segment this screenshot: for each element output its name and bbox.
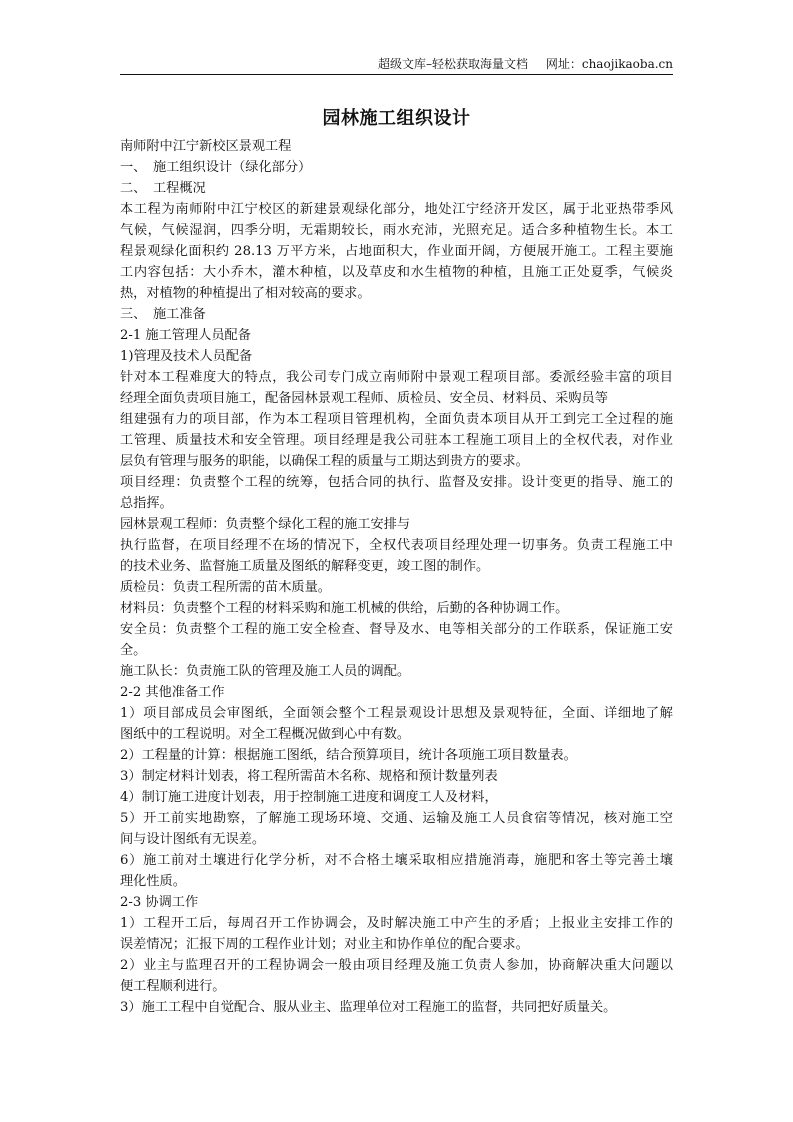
text-line: 1）工程开工后，每周召开工作协调会，及时解决施工中产生的矛盾；上报业主安排工作的 (120, 916, 673, 931)
text-line: 4）制订施工进度计划表，用于控制施工进度和调度工人及材料， (120, 790, 498, 805)
text-line: 施工队长：负责施工队的管理及施工人员的调配。 (120, 664, 411, 679)
text-line: 气候，气候湿润，四季分明，无霜期较长，雨水充沛，光照充足。适合多种植物生长。本工 (120, 223, 673, 238)
text-line: 2）业主与监理召开的工程协调会一般由项目经理及施工负责人参加，协商解决重大问题以 (120, 958, 673, 973)
page-header (120, 56, 673, 75)
text-line: 理化性质。 (120, 874, 186, 889)
text-line: 安全员：负责整个工程的施工安全检查、督导及水、电等相关部分的工作联系，保证施工安 (120, 622, 673, 637)
text-line: 三、 施工准备 (120, 307, 206, 322)
document-body (120, 136, 673, 1018)
text-line: 2-3 协调工作 (120, 895, 199, 910)
site-name: 超级文库–轻松获取海量文档 (378, 57, 529, 71)
text-line: 图纸中的工程说明。对全工程概况做到心中有数。 (120, 727, 411, 742)
text-line: 2-2 其他准备工作 (120, 685, 225, 700)
text-line: 6）施工前对土壤进行化学分析，对不合格土壤采取相应措施消毒，施肥和客土等完善土壤 (120, 853, 673, 868)
text-line: 层负有管理与服务的职能，以确保工程的质量与工期达到贵方的要求。 (120, 454, 529, 469)
text-line: 1)管理及技术人员配备 (120, 349, 253, 364)
text-line: 全。 (120, 643, 147, 658)
text-line: 1）项目部成员会审图纸，全面领会整个工程景观设计思想及景观特征，全面、详细地了解 (120, 706, 673, 721)
text-line: 一、 施工组织设计（绿化部分） (120, 160, 312, 175)
text-line: 南师附中江宁新校区景观工程 (120, 139, 292, 154)
text-line: 2-1 施工管理人员配备 (120, 328, 251, 343)
text-line: 组建强有力的项目部，作为本工程项目管理机构，全面负责本项目从开工到完工全过程的施 (120, 412, 673, 427)
document-title: 园林施工组织设计 (322, 108, 471, 129)
text-line: 3）制定材料计划表，将工程所需苗木名称、规格和预计数量列表 (120, 769, 498, 784)
text-line: 质检员：负责工程所需的苗木质量。 (120, 580, 331, 595)
text-line: 5）开工前实地勘察，了解施工现场环境、交通、运输及施工人员食宿等情况，核对施工空 (120, 811, 673, 826)
text-line: 的技术业务、监督施工质量及图纸的解释变更，竣工图的制作。 (120, 559, 490, 574)
text-line: 执行监督，在项目经理不在场的情况下，全权代表项目经理处理一切事务。负责工程施工中 (120, 538, 673, 553)
text-line: 针对本工程难度大的特点，我公司专门成立南师附中景观工程项目部。委派经验丰富的项目 (120, 370, 673, 385)
text-line: 项目经理：负责整个工程的统筹，包括合同的执行、监督及安排。设计变更的指导、施工的 (120, 475, 673, 490)
text-line: 便工程顺利进行。 (120, 979, 226, 994)
site-url: 网址：chaojikaoba.cn (545, 57, 673, 71)
text-line: 热，对植物的种植提出了相对较高的要求。 (120, 286, 371, 301)
text-line: 间与设计图纸有无误差。 (120, 832, 266, 847)
text-line: 二、 工程概况 (120, 181, 206, 196)
text-line: 3）施工工程中自觉配合、服从业主、监理单位对工程施工的监督，共同把好质量关。 (120, 1000, 617, 1015)
text-line: 材料员：负责整个工程的材料采购和施工机械的供给，后勤的各种协调工作。 (120, 601, 569, 616)
text-line: 误差情况；汇报下周的工程作业计划；对业主和协作单位的配合要求。 (120, 937, 529, 952)
text-line: 总指挥。 (120, 496, 173, 511)
text-line: 2）工程量的计算：根据施工图纸，结合预算项目，统计各项施工项目数量表。 (120, 748, 577, 763)
text-line: 工内容包括：大小乔木，灌木种植，以及草皮和水生植物的种植，且施工正处夏季，气候炎 (120, 265, 673, 280)
text-line: 程景观绿化面积约 28.13 万平方米，占地面积大，作业面开阔，方便展开施工。工程主要施 (120, 244, 673, 259)
text-line: 本工程为南师附中江宁校区的新建景观绿化部分，地处江宁经济开发区，属于北亚热带季风 (120, 202, 673, 217)
text-line: 经理全面负责项目施工，配备园林景观工程师、质检员、安全员、材料员、采购员等 (120, 391, 608, 406)
text-line: 工管理、质量技术和安全管理。项目经理是我公司驻本工程施工项目上的全权代表，对作业 (120, 433, 673, 448)
text-line: 园林景观工程师：负责整个绿化工程的施工安排与 (120, 517, 411, 532)
